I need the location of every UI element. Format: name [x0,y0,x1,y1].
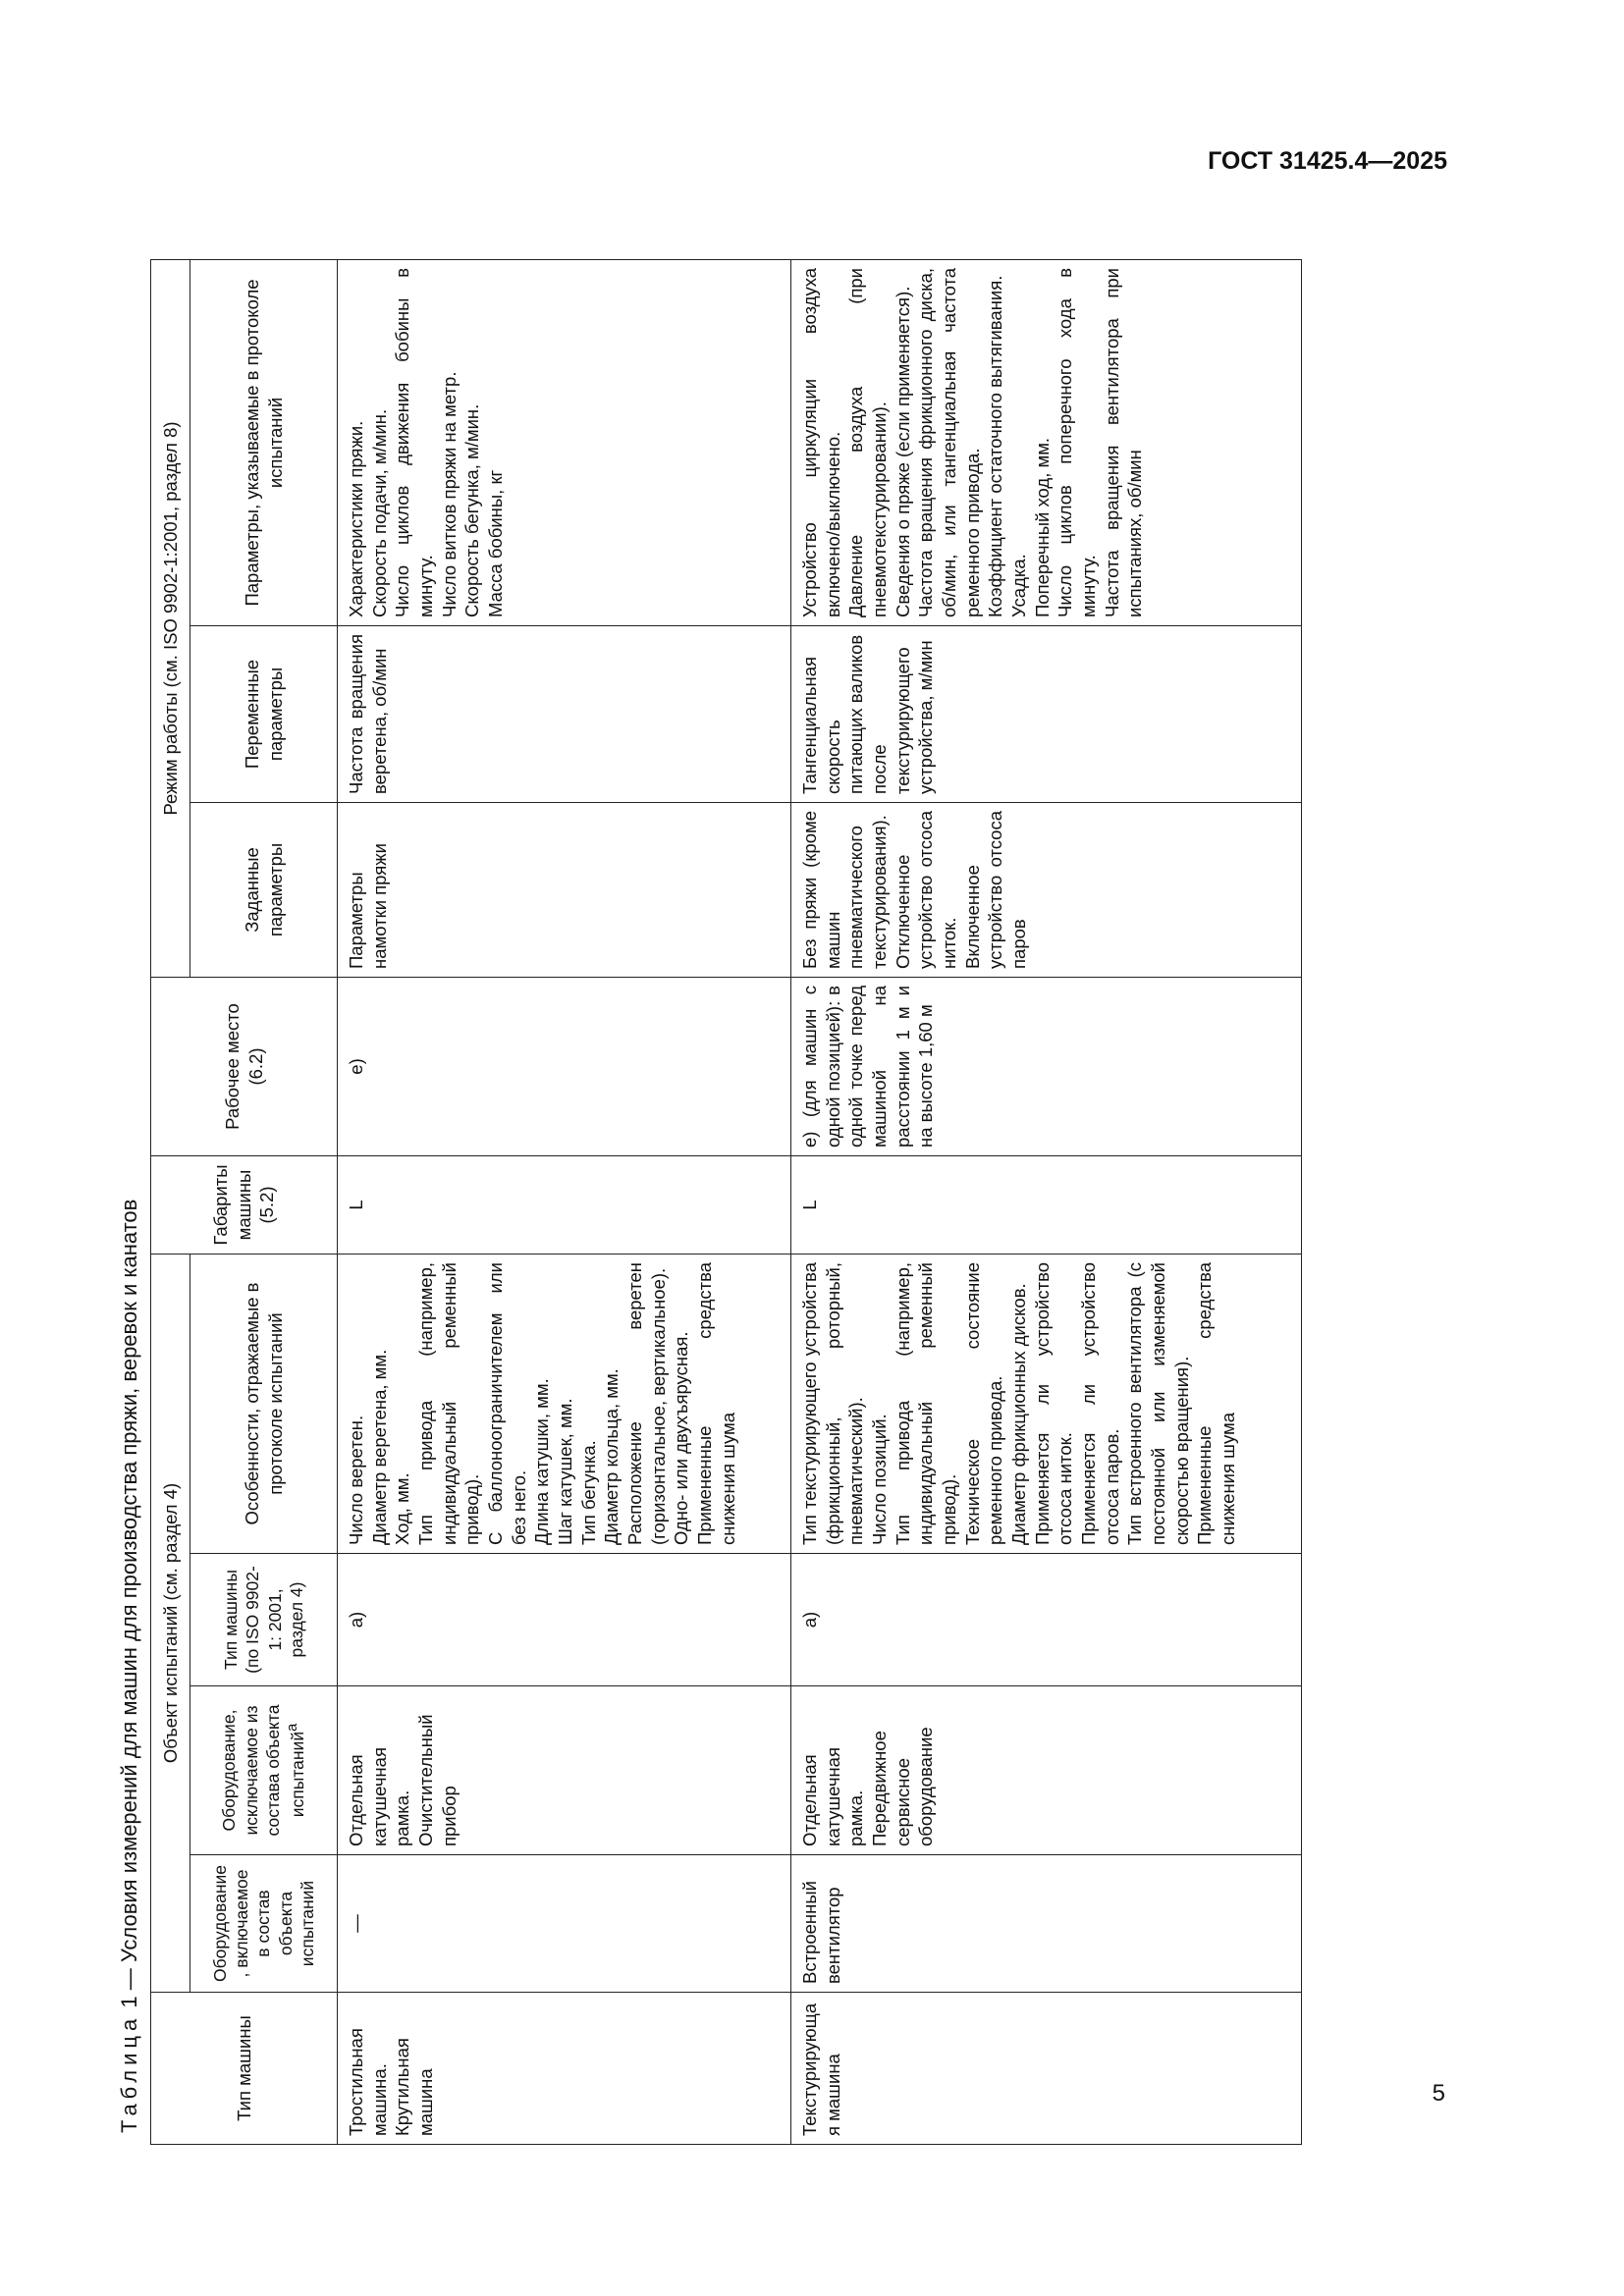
footnote-marker: a [285,1723,301,1732]
list-item: С баллоноограничителем или без него. [485,1261,529,1545]
cell-set-params: Параметры намотки пряжи [338,802,791,977]
list-item: Диаметр кольца, мм. [601,1368,623,1545]
list-item: Число витков пряжи на метр. [438,371,460,617]
list-item: Усадка. [1008,554,1030,617]
cell-dimensions: L [791,1155,1302,1254]
header-report-params: Параметры, указываемые в протоколе испытаний [190,259,338,625]
list-item: Диаметр фрикционных дисков. [1008,1283,1030,1545]
page-number: 5 [1432,2080,1445,2107]
list-item: Тип бегунка. [577,1440,599,1545]
cell-dimensions: L [338,1155,791,1254]
header-equipment-included: Оборудование, включаемое в состав объекта испытаний [190,1855,338,1993]
list-item: Скорость бегунка, м/мин. [461,403,483,617]
header-equipment-excluded-text: Оборудование, исключаемое из состава объекта испытаний [219,1704,308,1837]
cell-variable-params: Тангенциальная скорость питающих валиков после текстурирующего устройства, м/мин [791,625,1302,802]
list-item: Диаметр веретена, мм. [368,1349,390,1545]
cell-report-params [338,259,791,625]
header-features: Особенности, отражаемые в протоколе испытаний [190,1254,338,1553]
list-item: Применяется ли устройство отсоса ниток. [1031,1261,1076,1545]
cell-report-params [791,259,1302,625]
header-iso-machine-type: Тип машины (по ISO 9902-1: 2001, раздел 4) [190,1554,338,1686]
list-item: Шаг катушек, мм. [555,1398,576,1545]
list-item: Техническое состояние ременного привода. [961,1261,1006,1545]
list-item: Тип привода (например, индивидуальный ременный привод). [415,1261,483,1545]
list-item: Примененные средства снижения шума [694,1261,738,1545]
list-item: Тип встроенного вентилятора (с постоянной или изменяемой скоростью вращения). [1124,1261,1192,1545]
table-row [338,259,791,2144]
header-operating-mode: Режим работы (см. ISO 9902-1:2001, раздел 8) [151,259,190,977]
list-item: Число циклов движения бобины в минуту. [392,267,437,617]
cell-features [338,1254,791,1553]
list-item: Число веретен. [346,1415,366,1545]
caption-number: 1 [117,1996,141,2008]
list-item: Давление воздуха (при пневмотекстурировании). [845,267,891,617]
cell-machine-type: Тростильная машина. Крутильная машина [338,1993,791,2145]
header-dimensions: Габариты машины (5.2) [151,1155,338,1254]
list-item: Число позиций. [869,1414,891,1545]
header-equipment-excluded [190,1686,338,1855]
cell-set-params [791,802,1302,977]
cell-machine-type: Текстурирующая машина [791,1993,1302,2145]
table-row [791,259,1302,2144]
cell-features [791,1254,1302,1553]
list-item: Ход, мм. [392,1472,413,1545]
list-item: Расположение веретен (горизонтальное, вертикальное). [624,1261,669,1545]
cell-workplace: е) [338,977,791,1155]
cell-iso-type: а) [791,1554,1302,1686]
list-item: Устройство циркуляции воздуха включено/выключено. [799,267,843,617]
header-set-params: Заданные параметры [190,802,338,977]
measurement-conditions-table [150,259,1302,2145]
cell-workplace: е) (для машин с одной позицией): в одной точке перед машиной на расстоянии 1 м и на высоте 1,60 м [791,977,1302,1155]
list-item: Коэффициент остаточного вытягивания. [985,275,1006,617]
cell-iso-type: а) [338,1554,791,1686]
list-item: Сведения о пряже (если применяется). [892,286,913,617]
list-item: Характеристики пряжи. [346,420,366,617]
caption-prefix: Таблица [117,2013,141,2133]
list-item: Число циклов поперечного хода в минуту. [1055,267,1100,617]
list-item: Поперечный ход, мм. [1031,437,1053,617]
rotated-table-area [113,260,1380,2145]
list-item: Применяется ли устройство отсоса паров. [1078,1261,1122,1545]
list-item: Скорость подачи, м/мин. [368,408,390,617]
header-test-object: Объект испытаний (см. раздел 4) [151,1254,190,1992]
cell-equipment-included: Встроенный вентилятор [791,1855,1302,1993]
list-item: Включенное устройство отсоса паров [961,810,1030,969]
caption-text: — Условия измерений для машин для производства пряжи, веревок и канатов [117,1199,141,1997]
document-code: ГОСТ 31425.4—2025 [1208,147,1447,175]
header-workplace: Рабочее место (6.2) [151,977,338,1155]
header-variable-params: Переменные параметры [190,625,338,802]
list-item: Одно- или двухъярусная. [671,1331,692,1545]
list-item: Длина катушки, мм. [531,1378,553,1545]
list-item: Примененные средства снижения шума [1194,1261,1239,1545]
list-item: Масса бобины, кг [485,469,507,617]
cell-equipment-excluded: Отдельная катушечная рамка. Очистительный прибор [338,1686,791,1855]
list-item: Тип привода (например, индивидуальный ременный привод). [892,1261,960,1545]
cell-equipment-excluded: Отдельная катушечная рамка. Передвижное сервисное оборудование [791,1686,1302,1855]
list-item: Частота вращения фрикционного диска, об/мин, или тангенциальная частота ременного привода. [915,267,983,617]
list-item: Отключенное устройство отсоса ниток. [892,810,960,969]
list-item: Тип текстурирующего устройства (фрикционный, роторный, пневматический). [799,1261,867,1545]
cell-equipment-included: — [338,1855,791,1993]
header-machine-type: Тип машины [151,1993,338,2145]
list-item: Частота вращения вентилятора при испытаниях, об/мин [1101,267,1146,617]
cell-variable-params: Частота вращения веретена, об/мин [338,625,791,802]
list-item: Без пряжи (кроме машин пневматического текстурирования). [799,810,891,969]
table-caption [113,260,150,2133]
